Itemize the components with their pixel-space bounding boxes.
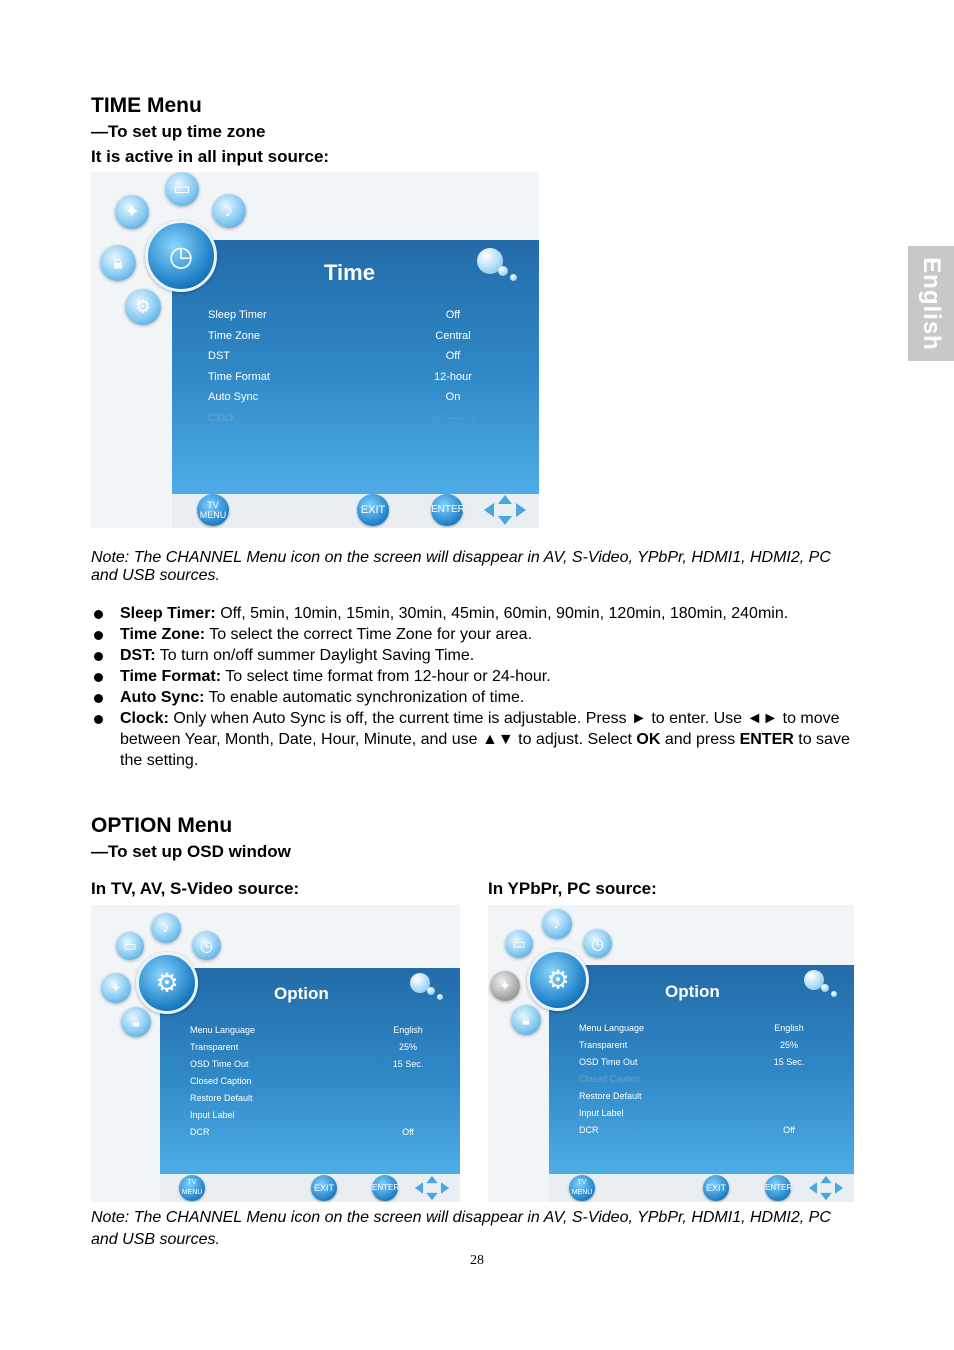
sound-icon[interactable]: ♪: [542, 909, 572, 939]
menu-row-label: Menu Language: [190, 1025, 256, 1035]
menu-row-label: OSD Time Out: [190, 1059, 249, 1069]
menu-row-label: Time Zone: [208, 329, 261, 342]
menu-row-label: Auto Sync: [208, 391, 259, 404]
lock-icon[interactable]: 🔒︎: [100, 245, 136, 281]
menu-row-value: Off: [402, 1127, 414, 1137]
lock-icon[interactable]: 🔒︎: [121, 1007, 151, 1037]
exit-button[interactable]: EXIT: [357, 494, 389, 526]
menu-row[interactable]: [579, 1040, 829, 1057]
option-menu-heading: OPTION Menu: [91, 814, 233, 837]
tv-menu-button[interactable]: TV MENU: [569, 1175, 595, 1201]
list-item: Auto Sync: To enable automatic synchronization of time.: [91, 687, 871, 708]
menu-row-label: Input Label: [579, 1108, 624, 1118]
menu-row-value: English: [774, 1023, 804, 1033]
sound-icon[interactable]: ♪: [212, 194, 246, 228]
option-menu-screenshot-tv: [91, 905, 460, 1202]
sound-icon[interactable]: ♪: [151, 913, 181, 943]
menu-row-label: Transparent: [579, 1040, 628, 1050]
menu-row-value: On: [445, 391, 461, 404]
navigation-arrows-icon[interactable]: [414, 1175, 450, 1201]
enter-button[interactable]: ENTER: [372, 1175, 398, 1201]
menu-row[interactable]: [190, 1093, 430, 1110]
time-menu-heading: TIME Menu: [91, 94, 202, 117]
menu-row-value: 25%: [398, 1042, 417, 1052]
menu-row-label: Time Format: [208, 370, 270, 383]
menu-row-value: 15 Sec.: [392, 1059, 424, 1069]
menu-row-label: Restore Default: [190, 1093, 253, 1103]
time-menu-scope: It is active in all input source:: [91, 147, 330, 166]
time-icon[interactable]: ◷: [192, 931, 221, 960]
ypbpr-pc-caption: In YPbPr, PC source:: [488, 879, 657, 898]
lock-icon[interactable]: 🔒︎: [511, 1005, 541, 1035]
menu-row-value: Off: [445, 350, 461, 363]
list-item: Time Zone: To select the correct Time Zone for your area.: [91, 624, 871, 645]
menu-row[interactable]: [190, 1059, 430, 1076]
language-tab: [908, 246, 954, 361]
picture-icon[interactable]: ▭: [505, 930, 533, 958]
enter-button[interactable]: ENTER: [765, 1175, 791, 1201]
option-menu-screenshot-pc: [488, 905, 854, 1202]
time-menu-subtitle: —To set up time zone: [91, 122, 266, 141]
list-item: Clock: Only when Auto Sync is off, the current time is adjustable. Press ► to enter. Use ◄► to move between Year, Month, Date, Hour, Minute, and use ▲▼ to adjust. Select OK and press ENTER to save the setting.: [91, 708, 871, 771]
menu-row-value: -- : -- -- --: [430, 412, 476, 424]
option-icon[interactable]: ⚙: [527, 949, 589, 1011]
menu-row-value: English: [393, 1025, 423, 1035]
option-icon[interactable]: ⚙: [136, 952, 198, 1014]
channel-icon[interactable]: ✦: [101, 973, 131, 1003]
menu-row-value: 15 Sec.: [773, 1057, 805, 1067]
menu-row[interactable]: [208, 350, 508, 371]
tv-menu-button[interactable]: TV MENU: [179, 1175, 205, 1201]
bubble-decoration: [437, 994, 443, 1000]
menu-row[interactable]: [208, 412, 508, 433]
time-menu-panel: [172, 240, 539, 528]
menu-row-label: Clock: [208, 412, 236, 424]
menu-title: Option: [665, 982, 720, 1001]
time-menu-screenshot: [91, 172, 539, 528]
menu-row[interactable]: [190, 1025, 430, 1042]
menu-row-label: Sleep Timer: [208, 309, 267, 321]
option-note: Note: The CHANNEL Menu icon on the screen will disappear in AV, S-Video, YPbPr, HDMI1, HDMI2, PC and USB sources.: [91, 1209, 831, 1248]
menu-row-label: Input Label: [190, 1110, 235, 1120]
menu-row-value: 12-hour: [434, 370, 472, 383]
menu-row[interactable]: [579, 1091, 829, 1108]
language-tab-label: English: [918, 256, 945, 351]
time-settings-list: [91, 603, 871, 771]
menu-row-label: DST: [208, 350, 230, 363]
navigation-arrows-icon[interactable]: [808, 1175, 844, 1201]
menu-row-label: Menu Language: [579, 1023, 645, 1033]
menu-row-label: Closed Caption: [579, 1074, 641, 1084]
tv-menu-button[interactable]: TV MENU: [197, 494, 229, 526]
menu-row-label: Closed Caption: [190, 1076, 252, 1086]
menu-row[interactable]: [579, 1074, 829, 1091]
menu-row[interactable]: [208, 309, 508, 330]
menu-row-label: DCR: [579, 1125, 599, 1135]
menu-row[interactable]: [579, 1108, 829, 1125]
menu-row-label: DCR: [190, 1127, 210, 1137]
bubble-decoration: [427, 987, 435, 995]
channel-icon: ✦: [490, 971, 520, 1001]
option-icon[interactable]: ⚙: [125, 289, 161, 325]
list-item: Time Format: To select time format from 12-hour or 24-hour.: [91, 666, 871, 687]
list-item: Sleep Timer: Off, 5min, 10min, 15min, 30min, 45min, 60min, 90min, 120min, 180min, 240min.: [91, 603, 871, 624]
menu-row-value: 25%: [779, 1040, 798, 1050]
bubble-decoration: [831, 991, 837, 997]
channel-icon[interactable]: ✦: [115, 195, 149, 229]
option-menu-subtitle: —To set up OSD window: [91, 842, 291, 861]
option-menu-panel: [160, 968, 460, 1202]
menu-row[interactable]: [208, 391, 508, 412]
menu-row[interactable]: [190, 1076, 430, 1093]
menu-row[interactable]: [208, 330, 508, 351]
picture-icon[interactable]: ▭: [165, 172, 199, 206]
page-number: 28: [470, 1253, 484, 1268]
menu-row[interactable]: [579, 1125, 829, 1142]
picture-icon[interactable]: ▭: [116, 932, 144, 960]
menu-row-value: Off: [445, 309, 461, 321]
bubble-decoration: [498, 266, 508, 276]
option-menu-panel: [549, 965, 854, 1202]
tv-av-caption: In TV, AV, S-Video source:: [91, 879, 300, 898]
time-note: Note: The CHANNEL Menu icon on the screen will disappear in AV, S-Video, YPbPr, HDMI1, HDMI2, PC and USB sources.: [91, 549, 831, 584]
menu-row[interactable]: [579, 1057, 829, 1074]
exit-button[interactable]: EXIT: [311, 1175, 337, 1201]
menu-row[interactable]: [190, 1110, 430, 1127]
navigation-arrows-icon[interactable]: [483, 494, 527, 526]
time-icon[interactable]: ◷: [583, 929, 612, 958]
menu-row[interactable]: [579, 1023, 829, 1040]
menu-row-label: Transparent: [190, 1042, 239, 1052]
menu-row-label: OSD Time Out: [579, 1057, 638, 1067]
time-icon[interactable]: ◷: [145, 220, 217, 292]
bubble-decoration: [821, 984, 829, 992]
list-item: DST: To turn on/off summer Daylight Saving Time.: [91, 645, 871, 666]
menu-title: Time: [324, 260, 375, 285]
menu-row[interactable]: [190, 1042, 430, 1059]
menu-row[interactable]: [208, 371, 508, 392]
menu-row-label: Restore Default: [579, 1091, 642, 1101]
menu-row-value: Off: [783, 1125, 795, 1135]
menu-row[interactable]: [190, 1127, 430, 1144]
enter-button[interactable]: ENTER: [431, 494, 463, 526]
bubble-decoration: [510, 274, 517, 281]
menu-title: Option: [274, 984, 329, 1003]
exit-button[interactable]: EXIT: [703, 1175, 729, 1201]
menu-row-value: Central: [435, 329, 471, 342]
